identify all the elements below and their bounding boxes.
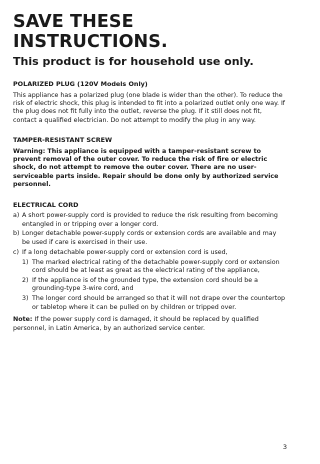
list-marker: 2) (22, 277, 29, 284)
cord-note (13, 316, 286, 333)
list-item-text: Longer detachable power-supply cords or extension cords are available and may be used if care is exercised in their use. (22, 230, 277, 246)
page-title: SAVE THESE INSTRUCTIONS. (13, 12, 168, 52)
cord-item-a (13, 212, 286, 229)
polarized-plug-section (13, 80, 286, 125)
cord-item-b (13, 230, 286, 247)
list-item-text: A short power-supply cord is provided to reduce the risk resulting from becoming entangled in or tripping over a longer cord. (22, 212, 278, 228)
list-item-text: If a long detachable power-supply cord or extension cord is used, (22, 248, 228, 256)
list-item-text: The longer cord should be arranged so that it will not drape over the countertop or tabletop where it can be pulled on by children or tripped over. (32, 295, 286, 311)
cord-item-c (13, 249, 286, 257)
page-subtitle: This product is for household use only. (13, 55, 254, 68)
electrical-cord-heading: ELECTRICAL CORD (13, 200, 79, 209)
note-label: Note: (13, 316, 33, 324)
tamper-screw-warning: Warning: This appliance is equipped with a tamper-resistant screw to prevent removal of the outer cover. To reduce the risk of fire or electric shock, do not attempt to remove the outer cover. There are no user-serviceable parts inside. Repair should be done only by authorized service personnel. (13, 147, 279, 189)
polarized-plug-body: This appliance has a polarized plug (one blade is wider than the other). To reduce the risk of electric shock, this plug is intended to fit into a polarized outlet only one way. If the plug does not fit fully into the outlet, reverse the plug. If it still does not fit, contact a qualified electrician. Do not attempt to modify the plug in any way. (13, 91, 286, 124)
page-number: 3 (282, 443, 287, 451)
cord-subitem-1 (22, 259, 286, 276)
note-text: If the power supply cord is damaged, it should be replaced by qualified personnel, in Latin America, by an authorized service center. (13, 316, 259, 332)
polarized-plug-heading: POLARIZED PLUG (120V Models Only) (13, 80, 148, 88)
list-marker: 1) (22, 258, 29, 266)
list-item-text: If the appliance is of the grounded type, the extension cord should be a grounding-type 3-wire cord, and (32, 277, 259, 293)
list-item-text: The marked electrical rating of the detachable power-supply cord or extension cord should be at least as great as the electrical rating of the appliance, (32, 258, 280, 275)
tamper-screw-heading: TAMPER-RESISTANT SCREW (13, 136, 113, 145)
cord-subitem-3 (22, 295, 286, 312)
tamper-screw-section (13, 136, 286, 190)
list-marker: b) (13, 230, 20, 238)
electrical-cord-section (13, 201, 286, 333)
list-marker: a) (13, 212, 20, 220)
list-marker: c) (13, 248, 19, 256)
cord-subitem-2 (22, 277, 286, 294)
list-marker: 3) (22, 295, 29, 303)
